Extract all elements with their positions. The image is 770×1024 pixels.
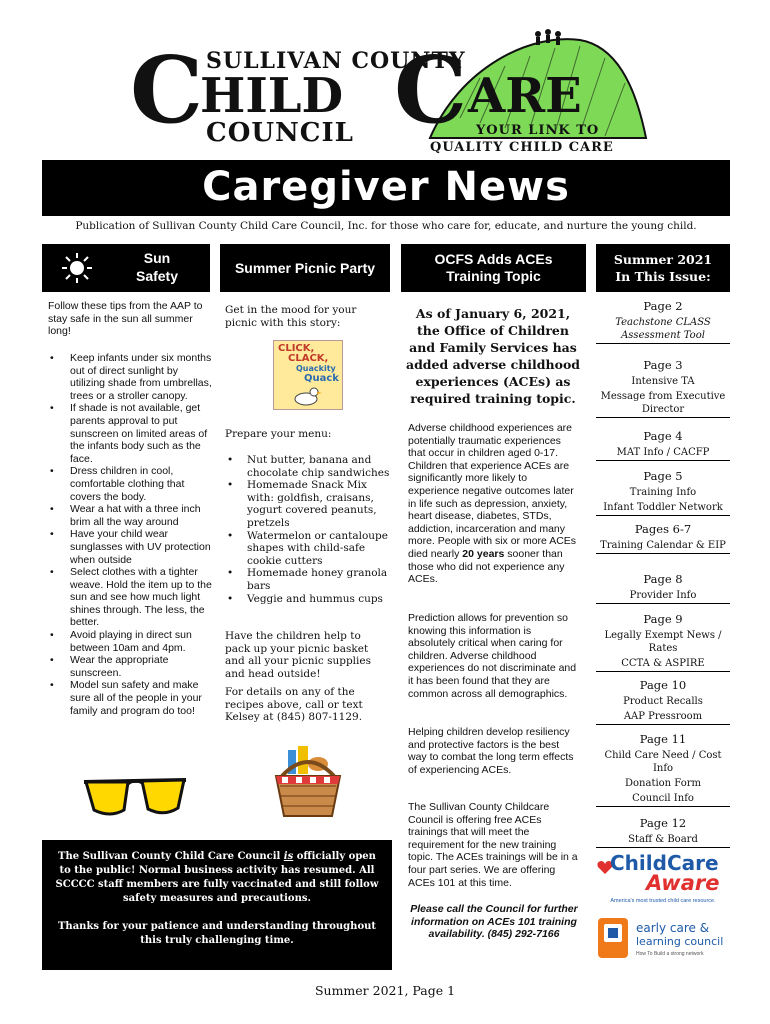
ecl-line-2: learning council <box>636 935 724 948</box>
issue-topic: Council Info <box>632 793 694 804</box>
issue-header <box>596 244 730 292</box>
ocfs-title-line-2: Training Topic <box>446 268 541 284</box>
child-care-aware-logo <box>596 852 730 914</box>
picnic-menu-item: • Nut butter, banana and chocolate chip sandwiches <box>223 454 391 479</box>
issue-page-number: Pages 6-7 <box>596 519 730 538</box>
issue-topic: Training Info <box>629 487 697 498</box>
masthead-hild: HILD <box>200 68 344 124</box>
issue-topic: Message from Executive Director <box>600 391 726 415</box>
notice-text-start: The Sullivan County Child Care Council <box>58 851 284 862</box>
issue-entry <box>596 813 730 848</box>
masthead-council: COUNCIL <box>206 118 354 148</box>
masthead-big-c-2: C <box>394 36 468 144</box>
picnic-header <box>220 244 390 292</box>
issue-topic: Infant Toddler Network <box>603 502 723 513</box>
sun-safety-tip-item: • Model sun safety and make sure all of the people in your family and program do too! <box>46 679 214 717</box>
issue-topic: Product Recalls <box>623 696 703 707</box>
ocfs-title-line-1: OCFS Adds ACEs <box>434 251 553 267</box>
issue-page-number: Page 10 <box>596 675 730 694</box>
book-title-line-2: CLACK, <box>288 353 329 364</box>
early-care-learning-council-logo <box>596 916 730 966</box>
picnic-menu-item: • Watermelon or cantaloupe shapes with child-safe cookie cutters <box>223 530 391 568</box>
issue-topic: Donation Form <box>625 778 701 789</box>
issue-topic: Teachstone CLASS Assessment Tool <box>615 317 711 341</box>
issue-page-number: Page 8 <box>596 569 730 588</box>
issue-entry <box>596 675 730 725</box>
issue-page-number: Page 11 <box>596 729 730 748</box>
ecl-tagline: How To Build a strong network <box>636 951 704 957</box>
ocfs-paragraph-4: The Sullivan County Childcare Council is offering free ACEs trainings that will meet the requirement for the new training topic. The ACEs trainings will be in a four part series. We are offering ACEs 101 at this time. <box>408 801 578 889</box>
masthead-are: ARE <box>468 68 582 124</box>
picnic-title: Summer Picnic Party <box>234 260 376 276</box>
sun-safety-tip-item: • Keep infants under six months out of direct sunlight by utilizing shade from umbrellas, trees or a stroller canopy. <box>46 352 214 402</box>
issue-topic: Child Care Need / Cost Info <box>604 750 722 774</box>
council-open-notice <box>42 840 392 970</box>
sun-safety-tip-item: • Wear a hat with a three inch brim all the way around <box>46 503 214 528</box>
issue-page-number: Page 3 <box>596 355 730 374</box>
issue-topic: AAP Pressroom <box>623 711 703 722</box>
pack-instructions: Have the children help to pack up your picnic basket and all your picnic supplies and head outside! <box>225 630 371 680</box>
duck-icon <box>292 385 322 407</box>
picnic-menu-item: • Homemade honey granola bars <box>223 567 391 592</box>
masthead-sullivan-county: SULLIVAN COUNTY <box>206 48 466 74</box>
book-title-line-3: Quackity <box>296 364 336 373</box>
publication-statement: Publication of Sullivan County Child Care Council, Inc. for those who care for, educate, and nurture the young child. <box>75 220 697 232</box>
sun-safety-title-line-1: Sun <box>143 250 171 266</box>
notice-paragraph-2: Thanks for your patience and understanding throughout this truly challenging time. <box>57 921 377 946</box>
masthead-big-c-1: C <box>130 36 204 144</box>
sun-safety-tips-list <box>46 352 214 717</box>
children-figures-icon <box>535 29 561 45</box>
issue-title-line-1: Summer 2021 <box>613 252 713 267</box>
issue-topic: Intensive TA <box>631 376 695 387</box>
issue-entry <box>596 296 730 344</box>
sun-safety-tip-item: • If shade is not available, get parents approval to put sunscreen on limited areas of the infants body such as the face. <box>46 402 214 465</box>
sun-safety-tip-item: • Select clothes with a tighter weave. Hold the item up to the sun and see how much light shines through. The less, the better. <box>46 566 214 629</box>
cca-line-1: ChildCare <box>610 851 719 875</box>
picnic-menu-item: • Veggie and hummus cups <box>223 593 391 606</box>
ocfs-call-to-action: Please call the Council for further information on ACEs 101 training availability. (845) 292-7166 <box>410 903 578 941</box>
ocfs-paragraph-2: Prediction allows for prevention so knowing this information is absolutely critical when caring for children. Adverse childhood experiences do not discriminate and it has been found that they are common across all demographics. <box>408 612 577 700</box>
masthead-tagline-2: QUALITY CHILD CARE <box>430 140 614 155</box>
sunglasses-illustration <box>80 770 190 822</box>
sun-safety-tip-item: • Avoid playing in direct sun between 10am and 4pm. <box>46 629 214 654</box>
issue-entry <box>596 729 730 807</box>
issue-topic: Staff & Board <box>628 834 698 845</box>
notice-paragraph-1 <box>54 850 380 906</box>
newsletter-title-bar <box>42 160 730 216</box>
newsletter-title: Caregiver News <box>202 164 570 210</box>
sun-safety-tip-item: • Dress children in cool, comfortable clothing that covers the body. <box>46 465 214 503</box>
picnic-menu-item: • Homemade Snack Mix with: goldfish, craisans, yogurt covered peanuts, pretzels <box>223 479 391 529</box>
issue-topic: CCTA & ASPIRE <box>621 658 705 669</box>
issue-entry <box>596 355 730 418</box>
issue-entry <box>596 466 730 516</box>
picnic-basket-illustration <box>268 742 348 822</box>
issue-page-number: Page 9 <box>596 609 730 628</box>
sun-safety-header <box>42 244 210 292</box>
issue-title-line-2: In This Issue: <box>615 269 711 284</box>
sun-icon <box>62 253 92 283</box>
issue-topic: Provider Info <box>629 590 697 601</box>
issue-topic: Legally Exempt News / Rates <box>604 630 722 654</box>
ocfs-paragraph-1 <box>408 422 580 586</box>
issue-topic: Training Calendar & EIP <box>600 540 726 551</box>
sun-safety-tip-item: • Have your child wear sunglasses with UV protection when outside <box>46 528 214 566</box>
ocfs-para1-bold: 20 years <box>462 547 505 560</box>
picnic-intro: Get in the mood for your picnic with this story: <box>225 304 357 329</box>
issue-page-number: Page 2 <box>596 296 730 315</box>
notice-text-end: officially open to the public! Normal business activity has resumed. All SCCCC staff members are fully vaccinated and still follow safety measures and precautions. <box>55 851 379 904</box>
picnic-menu-list <box>223 454 391 605</box>
masthead-tagline-1: YOUR LINK TO <box>476 123 600 138</box>
book-cover-image <box>273 340 343 410</box>
masthead-logo <box>130 28 650 168</box>
notice-emphasis: is <box>283 851 294 862</box>
recipe-contact-info: For details on any of the recipes above, call or text Kelsey at (845) 807-1129. <box>225 686 363 724</box>
issue-page-number: Page 4 <box>596 426 730 445</box>
book-title-line-1: CLICK, <box>278 343 315 354</box>
page-footer: Summer 2021, Page 1 <box>314 983 456 998</box>
issue-page-number: Page 5 <box>596 466 730 485</box>
issue-page-number: Page 12 <box>596 813 730 832</box>
ocfs-para1-start: Adverse childhood experiences are potentially traumatic experiences that occur in children aged 0-17. Children that experience ACEs are significantly more likely to experience negative outcomes later in life such as depression, anxiety, heart disease, diabetes, STDs, addiction, incarceration and many more. People with six or more ACEs died nearly <box>408 422 577 560</box>
ocfs-paragraph-3: Helping children develop resiliency and protective factors is the best way to combat the long term effects of experiencing ACEs. <box>408 726 574 776</box>
cca-line-2: Aware <box>646 871 720 895</box>
ecl-squares-icon <box>596 916 630 960</box>
issue-topic: MAT Info / CACFP <box>616 447 710 458</box>
ocfs-lead: As of January 6, 2021, the Office of Children and Family Services has added adverse childhood experiences (ACEs) as required training topic. <box>405 306 581 406</box>
ocfs-header <box>401 244 586 292</box>
book-title-line-4: Quack <box>304 373 339 384</box>
issue-entry <box>596 519 730 554</box>
cca-tagline: America's most trusted child care resource. <box>610 898 716 904</box>
issue-entry <box>596 609 730 672</box>
menu-heading: Prepare your menu: <box>225 428 332 440</box>
sun-safety-title-line-2: Safety <box>135 268 179 284</box>
sun-safety-tip-item: • Wear the appropriate sunscreen. <box>46 654 214 679</box>
ecl-line-1: early care & <box>636 921 710 935</box>
sun-safety-intro: Follow these tips from the AAP to stay safe in the sun all summer long! <box>48 300 203 338</box>
issue-entry <box>596 426 730 461</box>
issue-entry <box>596 569 730 604</box>
ocfs-para1-end: sooner than those who did not experience any ACEs. <box>408 547 565 586</box>
